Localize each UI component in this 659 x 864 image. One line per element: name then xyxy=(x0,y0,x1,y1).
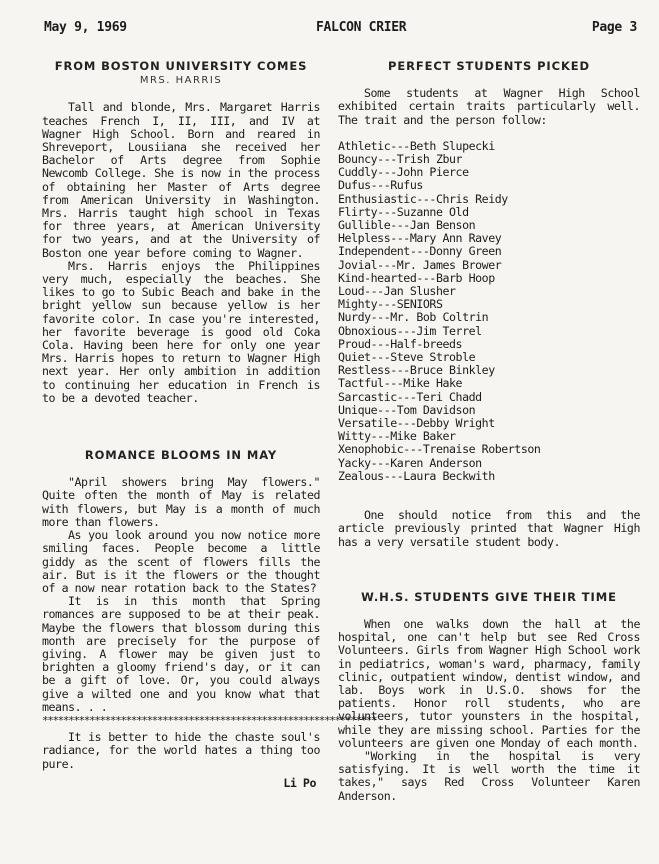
perfect-headline: PERFECT STUDENTS PICKED xyxy=(388,59,590,73)
trait-item: Dufus---Rufus xyxy=(338,178,423,193)
romance-paragraph: "April showers bring May flowers." Quite often the month of May is related with flowers, but May is a month of much more than flowers. xyxy=(42,475,320,529)
left-column xyxy=(42,59,377,790)
romance-headline: ROMANCE BLOOMS IN MAY xyxy=(84,448,278,463)
trait-item: Jovial---Mr. James Brower xyxy=(338,257,502,272)
trait-item: Independent---Donny Green xyxy=(338,244,502,259)
trait-item: Nurdy---Mr. Bob Coltrin xyxy=(338,310,489,325)
trait-item: Mighty---SENIORS xyxy=(338,297,443,312)
trait-item: Cuddly---John Pierce xyxy=(338,165,469,180)
trait-item: Zealous---Laura Beckwith xyxy=(338,468,495,483)
trait-list xyxy=(338,140,640,483)
trait-item: Witty---Mike Baker xyxy=(338,429,456,444)
issue-date: May 9, 1969 xyxy=(44,20,127,35)
poem-text: It is better to hide the chaste soul's radiance, for the world hates a thing too pure. xyxy=(42,730,320,771)
article-perfect-students xyxy=(338,60,640,549)
trait-item: Obnoxious---Jim Terrel xyxy=(338,323,482,338)
poem-author: Li Po xyxy=(283,775,316,790)
whs-paragraph: When one walks down the hall at the hospital, one can't help but see Red Cross Volunteers. Girls from Wagner High School work in pediatrics, woman's ward, pharmacy, family clinic, outpatient window, dentist window, and lab. Boys work in U.S.O. shows for the patients. Honor roll students, who are volunteers, tutor younsters in the hospital, while they are missing school. Parties for the volunteers are given one Monday of each month. xyxy=(338,616,640,750)
whs-headline: W.H.S. STUDENTS GIVE THEIR TIME xyxy=(361,589,617,604)
newspaper-title: FALCON CRIER xyxy=(316,20,407,35)
trait-item: Athletic---Beth Slupecki xyxy=(338,138,495,153)
trait-item: Sarcastic---Teri Chadd xyxy=(338,389,482,404)
trait-item: Yacky---Karen Anderson xyxy=(338,455,482,470)
boston-subhead: MRS. HARRIS xyxy=(139,75,223,87)
trait-item: Kind-hearted---Barb Hoop xyxy=(338,270,495,285)
trait-item: Proud---Half-breeds xyxy=(338,336,463,351)
trait-item: Unique---Tom Davidson xyxy=(338,402,476,417)
romance-paragraph: It is in this month that Spring romances are supposed to be at their peak. Maybe the flowers that blossom during this month are precisely for the purpose of giving. A flower may be given just to brighten a gloomy friend's day, or it can be a gift of love. Or, you could always give a wilted one and you know what that means. . . xyxy=(42,594,320,714)
trait-item: Loud---Jan Slusher xyxy=(338,284,456,299)
boston-headline: FROM BOSTON UNIVERSITY COMES xyxy=(54,59,308,73)
perfect-intro: Some students at Wagner High School exhibited certain traits particularly well. The trait and the person follow: xyxy=(338,86,640,127)
trait-item: Xenophobic---Trenaise Robertson xyxy=(338,442,541,457)
trait-item: Versatile---Debby Wright xyxy=(338,416,495,431)
right-column xyxy=(338,60,640,803)
trait-item: Bouncy---Trish Zbur xyxy=(338,152,463,167)
boston-paragraph: Tall and blonde, Mrs. Margaret Harris teaches French I, II, III, and IV at Wagner High School. Born and reared in Shreveport, Lousiiana she received her Bachelor of Arts degree from Sophie Newcomb College. She is now in the process of obtaining her Master of Arts degree from American University in Washington. Mrs. Harris taught high school in Texas for three years, at American University for two years, and at the University of Boston one year before coming to Wagner. xyxy=(42,100,320,260)
romance-paragraph: As you look around you now notice more smiling faces. People become a little giddy as the scent of flowers fills the air. But is it the flowers or the thought of a now near rotation back to the States? xyxy=(42,528,320,595)
page-header xyxy=(44,20,637,40)
boston-paragraph: Mrs. Harris enjoys the Philippines very much, especially the beaches. She likes to go to Subic Beach and bake in the bright yellow sun because yellow is her favorite color. In case you're interested, her favorite beverage is good old Coka Cola. Having been here for only one year Mrs. Harris hopes to return to Wagner High next year. Her only ambition in addition to continuing her education in French is to be a devoted teacher. xyxy=(42,258,320,405)
article-boston xyxy=(42,60,320,405)
trait-item: Restless---Bruce Binkley xyxy=(338,363,495,378)
trait-item: Enthusiastic---Chris Reidy xyxy=(338,191,508,206)
trait-item: Tactful---Mike Hake xyxy=(338,376,463,391)
article-whs-volunteers xyxy=(338,591,640,803)
page-number: Page 3 xyxy=(591,20,637,35)
trait-item: Flirty---Suzanne Old xyxy=(338,204,469,219)
perfect-closing: One should notice from this and the article previously printed that Wagner High has a very versatile student body. xyxy=(338,508,640,549)
trait-item: Quiet---Steve Stroble xyxy=(338,350,476,365)
whs-paragraph: "Working in the hospital is very satisfying. It is well worth the time it takes," says Red Cross Volunteer Karen Anderson. xyxy=(338,748,640,803)
article-romance xyxy=(42,448,377,790)
trait-item: Helpless---Mary Ann Ravey xyxy=(338,231,502,246)
star-divider: **************************************************************** xyxy=(42,713,377,727)
trait-item: Gullible---Jan Benson xyxy=(338,218,476,233)
